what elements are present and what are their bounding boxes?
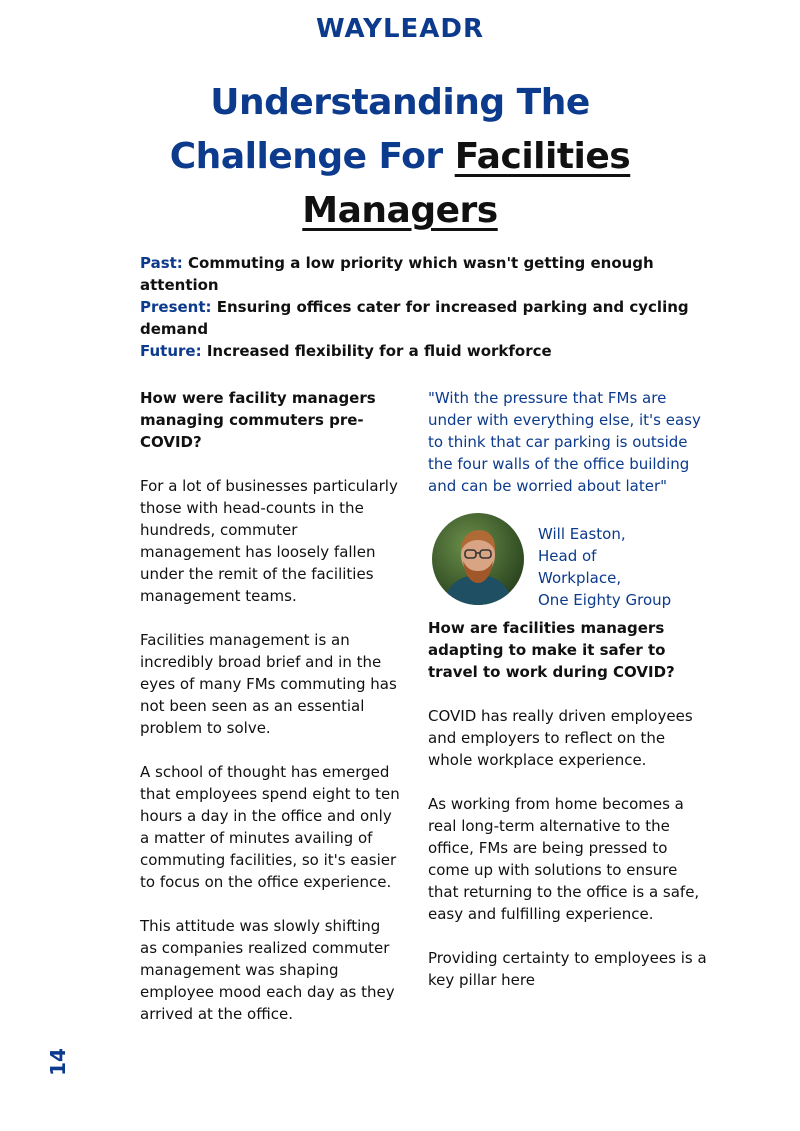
- timeline-past-text: Commuting a low priority which wasn't getting enough attention: [140, 254, 654, 294]
- right-paragraph-2: As working from home becomes a real long-term alternative to the office, FMs are being pressed to come up with solutions to ensure that returning to the office is a safe, easy and fulfilling experience.: [428, 795, 700, 923]
- right-paragraph-1: COVID has really driven employees and employers to reflect on the whole workplace experience.: [428, 707, 693, 769]
- left-paragraph-3: A school of thought has emerged that employees spend eight to ten hours a day in the office and only a matter of minutes availing of commuting facilities, so it's easier to focus on the office experience.: [140, 763, 400, 891]
- timeline-present-text: Ensuring offices cater for increased parking and cycling demand: [140, 298, 689, 338]
- timeline-future: [140, 340, 700, 362]
- left-paragraph-4: This attitude was slowly shifting as companies realized commuter management was shaping employee mood each day as they arrived at the office.: [140, 917, 395, 1023]
- title-line-1: Understanding The: [210, 82, 590, 123]
- person-info: [538, 523, 671, 611]
- page-title: [0, 76, 800, 238]
- right-question: How are facilities managers adapting to make it safer to travel to work during COVID?: [428, 619, 675, 681]
- brand-logo: WAYLEADR: [315, 14, 485, 44]
- quote-attribution: [428, 513, 708, 617]
- right-column: [428, 387, 708, 991]
- title-facilities: Facilities: [454, 136, 631, 177]
- person-role-1: Head of: [538, 547, 597, 565]
- avatar-portrait-icon: [432, 513, 524, 605]
- person-role-2: Workplace,: [538, 569, 622, 587]
- left-paragraph-2: Facilities management is an incredibly broad brief and in the eyes of many FMs commuting has not been seen as an essential problem to solve.: [140, 631, 397, 737]
- timeline-future-label: Future:: [140, 342, 202, 360]
- left-column: [140, 387, 402, 1025]
- timeline-present: [140, 296, 700, 340]
- timeline-past: [140, 252, 700, 296]
- left-question: How were facility managers managing commuters pre-COVID?: [140, 389, 376, 451]
- person-name: Will Easton,: [538, 525, 626, 543]
- title-line-3: [0, 184, 800, 238]
- title-managers: Managers: [302, 190, 498, 231]
- left-paragraph-1: For a lot of businesses particularly those with head-counts in the hundreds, commuter management has loosely fallen under the remit of the facilities management teams.: [140, 477, 398, 605]
- right-paragraph-3: Providing certainty to employees is a key pillar here: [428, 949, 707, 989]
- timeline-summary: [140, 252, 700, 362]
- title-line-2-plain: Challenge For: [169, 136, 455, 177]
- avatar: [432, 513, 524, 605]
- timeline-future-text: Increased flexibility for a fluid workforce: [201, 342, 552, 360]
- pull-quote: "With the pressure that FMs are under with everything else, it's easy to think that car parking is outside the four walls of the office building and can be worried about later": [428, 389, 701, 495]
- title-line-2: [0, 130, 800, 184]
- person-company: One Eighty Group: [538, 591, 672, 609]
- timeline-past-label: Past:: [140, 254, 183, 272]
- page-number: 14: [46, 1048, 70, 1076]
- timeline-present-label: Present:: [140, 298, 212, 316]
